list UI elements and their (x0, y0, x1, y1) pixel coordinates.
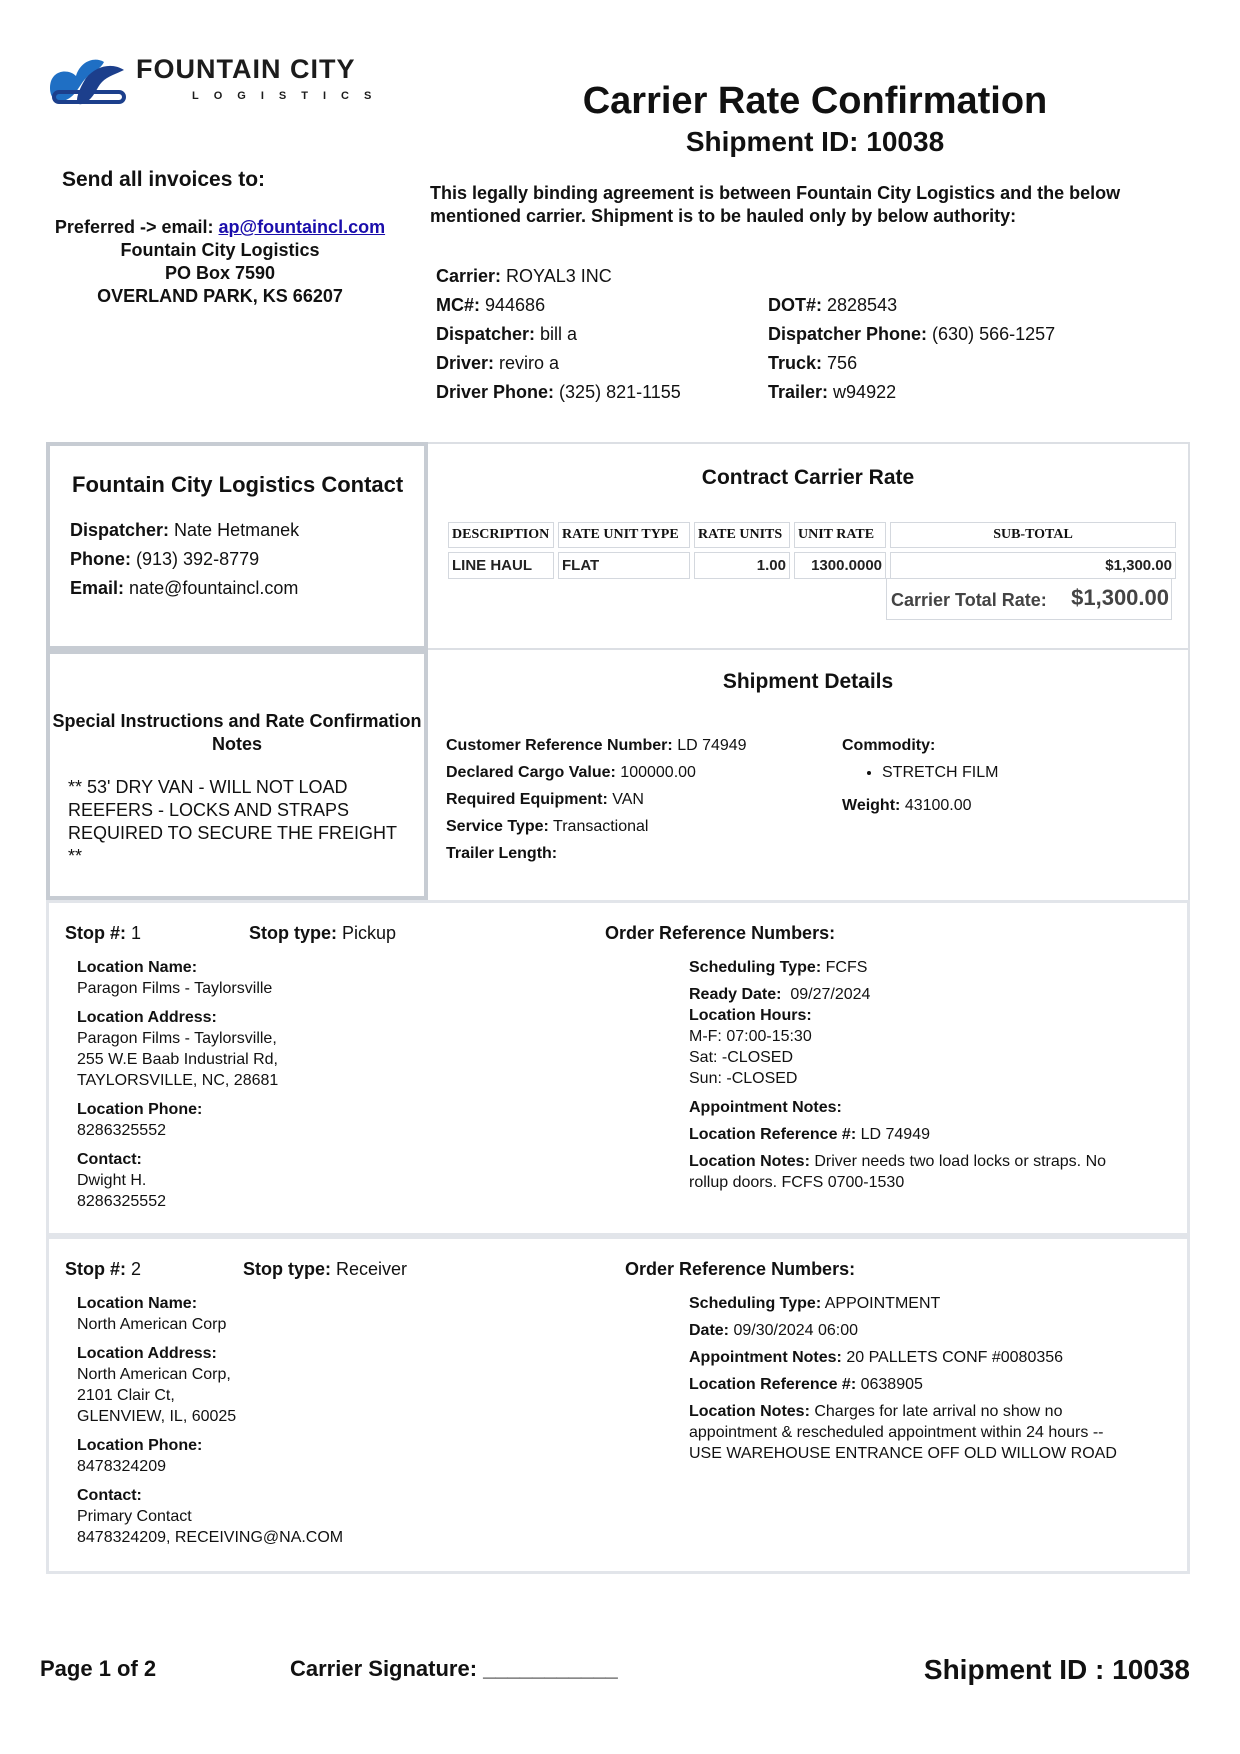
contact-phone: 8478324209, RECEIVING@NA.COM (77, 1529, 344, 1546)
company-logo (46, 48, 406, 110)
commodity-list (882, 759, 998, 786)
stop-type-label: Stop type: (249, 923, 337, 943)
invoice-address (46, 216, 394, 308)
customer-ref-value: LD 74949 (677, 737, 747, 754)
appointment-date-label: Date: (689, 1322, 730, 1339)
table-row (448, 552, 1176, 579)
shipment-id-heading: Shipment ID: 10038 (685, 126, 945, 157)
location-address-label: Location Address: (77, 1009, 217, 1026)
location-notes-line-2: rollup doors. FCFS 0700-1530 (689, 1174, 905, 1191)
address-line-1: Paragon Films - Taylorsville, (77, 1030, 277, 1047)
rate-header-unit-rate: UNIT RATE (794, 522, 886, 548)
shipment-details-box (428, 650, 1190, 900)
invoice-email-link[interactable]: ap@fountaincl.com (218, 217, 386, 237)
rate-title: Contract Carrier Rate (701, 466, 915, 489)
document-title: Carrier Rate Confirmation (582, 80, 1048, 122)
address-line-1: North American Corp, (77, 1366, 231, 1383)
stop-2-schedule-column (689, 1293, 1117, 1464)
truck-value: 756 (827, 353, 858, 373)
mc-label: MC#: (436, 295, 480, 315)
stop-1-location-column (77, 957, 278, 1212)
list-item: • STRETCH FILM (882, 759, 998, 786)
trailer-value: w94922 (833, 382, 897, 402)
stop-2-box (46, 1236, 1190, 1574)
rate-cell-description: LINE HAUL (448, 552, 554, 579)
location-name-value: North American Corp (77, 1316, 227, 1333)
rate-header-description: DESCRIPTION (448, 522, 554, 548)
location-notes-label: Location Notes: (689, 1153, 810, 1170)
carrier-total-value: $1,300.00 (1071, 585, 1169, 610)
rate-header-units: RATE UNITS (694, 522, 790, 548)
shipment-details-title: Shipment Details (722, 670, 894, 693)
rate-table (444, 518, 1180, 583)
contact-title: Fountain City Logistics Contact (72, 472, 404, 497)
invoice-heading: Send all invoices to: (62, 168, 266, 191)
location-phone-value: 8286325552 (77, 1122, 166, 1139)
dispatcher-phone-value: (630) 566-1257 (932, 324, 1056, 344)
carrier-label: Carrier: (436, 266, 502, 286)
address-line-3: TAYLORSVILLE, NC, 28681 (77, 1072, 279, 1089)
location-reference-value: LD 74949 (860, 1126, 930, 1143)
mc-value: 944686 (485, 295, 546, 315)
location-address-label: Location Address: (77, 1345, 217, 1362)
contact-email-value: nate@fountaincl.com (129, 578, 299, 598)
preferred-label: Preferred -> email: (54, 217, 214, 237)
carrier-signature-line: Carrier Signature: ___________ (290, 1656, 618, 1681)
contact-email-label: Email: (70, 578, 125, 598)
fcl-contact-box (46, 442, 428, 650)
location-name-label: Location Name: (77, 1295, 198, 1312)
location-name-value: Paragon Films - Taylorsville (77, 980, 273, 997)
hours-weekday: M-F: 07:00-15:30 (689, 1028, 812, 1045)
location-reference-label: Location Reference #: (689, 1376, 857, 1393)
stop-type-label: Stop type: (243, 1259, 331, 1279)
appointment-notes-label: Appointment Notes: (689, 1349, 842, 1366)
weight-value: 43100.00 (904, 797, 972, 814)
location-notes-line-1: Driver needs two load locks or straps. No (814, 1153, 1107, 1170)
rate-header-unit-type: RATE UNIT TYPE (558, 522, 690, 548)
invoice-city: OVERLAND PARK, KS 66207 (97, 286, 343, 306)
address-line-2: 255 W.E Baab Industrial Rd, (77, 1051, 278, 1068)
trailer-length-label: Trailer Length: (446, 845, 558, 862)
contact-label: Contact: (77, 1151, 142, 1168)
rate-header-row (448, 522, 1176, 548)
driver-phone-label: Driver Phone: (436, 382, 555, 402)
scheduling-type-label: Scheduling Type: (689, 959, 822, 976)
logo-subtitle: LOGISTICS (192, 90, 387, 102)
service-type-label: Service Type: (446, 818, 549, 835)
rate-cell-unit-rate: 1300.0000 (794, 552, 886, 579)
scheduling-type-label: Scheduling Type: (689, 1295, 822, 1312)
address-line-3: GLENVIEW, IL, 60025 (77, 1408, 237, 1425)
equipment-value: VAN (612, 791, 644, 808)
stop-2-location-column (77, 1293, 343, 1548)
location-notes-label: Location Notes: (689, 1403, 810, 1420)
contact-dispatcher-label: Dispatcher: (70, 520, 170, 540)
carrier-info-left (436, 262, 681, 407)
contact-phone-value: (913) 392-8779 (136, 549, 260, 569)
location-phone-value: 8478324209 (77, 1458, 166, 1475)
rate-cell-units: 1.00 (694, 552, 790, 579)
contact-name: Primary Contact (77, 1508, 192, 1525)
location-notes-line-2: appointment & rescheduled appointment within 24 hours -- (689, 1424, 1104, 1441)
contact-phone: 8286325552 (77, 1193, 166, 1210)
invoice-po-box: PO Box 7590 (164, 263, 276, 283)
contact-name: Dwight H. (77, 1172, 147, 1189)
contact-label: Contact: (77, 1487, 142, 1504)
contact-phone-label: Phone: (70, 549, 131, 569)
agreement-text: This legally binding agreement is between Fountain City Logistics and the below mentioned carrier. Shipment is to be hauled only by below authority: (430, 183, 1121, 226)
location-name-label: Location Name: (77, 959, 198, 976)
customer-ref-label: Customer Reference Number: (446, 737, 673, 754)
dispatcher-phone-label: Dispatcher Phone: (768, 324, 928, 344)
cargo-value-value: 100000.00 (620, 764, 696, 781)
ready-date-value: 09/27/2024 (790, 986, 871, 1003)
special-instructions-title: Special Instructions and Rate Confirmation Notes (52, 711, 422, 754)
location-reference-label: Location Reference #: (689, 1126, 857, 1143)
appointment-date-value: 09/30/2024 06:00 (733, 1322, 859, 1339)
service-type-value: Transactional (553, 818, 649, 835)
dispatcher-value: bill a (540, 324, 578, 344)
ready-date-label: Ready Date: (689, 986, 782, 1003)
driver-phone-value: (325) 821-1155 (559, 382, 681, 402)
stop-type-value: Pickup (342, 923, 397, 943)
stop-number-value: 1 (131, 923, 142, 943)
fountain-city-logo-icon (46, 48, 130, 110)
trailer-label: Trailer: (768, 382, 829, 402)
location-hours-label: Location Hours: (689, 1007, 812, 1024)
rate-cell-unit-type: FLAT (558, 552, 690, 579)
invoice-company: Fountain City Logistics (120, 240, 320, 260)
stop-number-label: Stop #: (65, 923, 126, 943)
contact-dispatcher-value: Nate Hetmanek (174, 520, 300, 540)
location-notes-line-3: USE WAREHOUSE ENTRANCE OFF OLD WILLOW ROAD (689, 1445, 1117, 1462)
special-instructions-box (46, 650, 428, 900)
stop-type-value: Receiver (336, 1259, 408, 1279)
driver-value: reviro a (499, 353, 560, 373)
rate-cell-subtotal: $1,300.00 (890, 552, 1176, 579)
carrier-info-right (768, 291, 1055, 407)
carrier-total-box (886, 578, 1172, 620)
hours-saturday: Sat: -CLOSED (689, 1049, 794, 1066)
location-notes-line-1: Charges for late arrival no show no (814, 1403, 1063, 1420)
weight-label: Weight: (842, 797, 901, 814)
address-line-2: 2101 Clair Ct, (77, 1387, 175, 1404)
stop-1-box (46, 900, 1190, 1236)
driver-label: Driver: (436, 353, 495, 373)
dot-label: DOT#: (768, 295, 822, 315)
footer-shipment-id: Shipment ID : 10038 (923, 1654, 1190, 1685)
stop-number-label: Stop #: (65, 1259, 126, 1279)
scheduling-type-value: APPOINTMENT (824, 1295, 941, 1312)
stop-number-value: 2 (131, 1259, 142, 1279)
special-instructions-text: ** 53' DRY VAN - WILL NOT LOAD REEFERS - LOCKS AND STRAPS REQUIRED TO SECURE THE FREIGHT ** (68, 777, 397, 866)
location-phone-label: Location Phone: (77, 1101, 203, 1118)
location-phone-label: Location Phone: (77, 1437, 203, 1454)
equipment-label: Required Equipment: (446, 791, 608, 808)
carrier-total-label: Carrier Total Rate: (891, 590, 1047, 610)
appointment-notes-label: Appointment Notes: (689, 1099, 842, 1116)
commodity-label: Commodity: (842, 737, 936, 754)
location-reference-value: 0638905 (860, 1376, 923, 1393)
order-ref-label: Order Reference Numbers: (605, 923, 836, 943)
stop-1-schedule-column (689, 957, 1106, 1193)
contract-rate-box (428, 442, 1190, 650)
hours-sunday: Sun: -CLOSED (689, 1070, 798, 1087)
carrier-value: ROYAL3 INC (506, 266, 612, 286)
rate-header-subtotal: SUB-TOTAL (890, 522, 1176, 548)
dispatcher-label: Dispatcher: (436, 324, 536, 344)
page-number: Page 1 of 2 (40, 1656, 157, 1681)
dot-value: 2828543 (827, 295, 898, 315)
truck-label: Truck: (768, 353, 823, 373)
appointment-notes-value: 20 PALLETS CONF #0080356 (846, 1349, 1064, 1366)
cargo-value-label: Declared Cargo Value: (446, 764, 616, 781)
scheduling-type-value: FCFS (825, 959, 868, 976)
logo-name: FOUNTAIN CITY (136, 54, 356, 84)
order-ref-label: Order Reference Numbers: (625, 1259, 856, 1279)
